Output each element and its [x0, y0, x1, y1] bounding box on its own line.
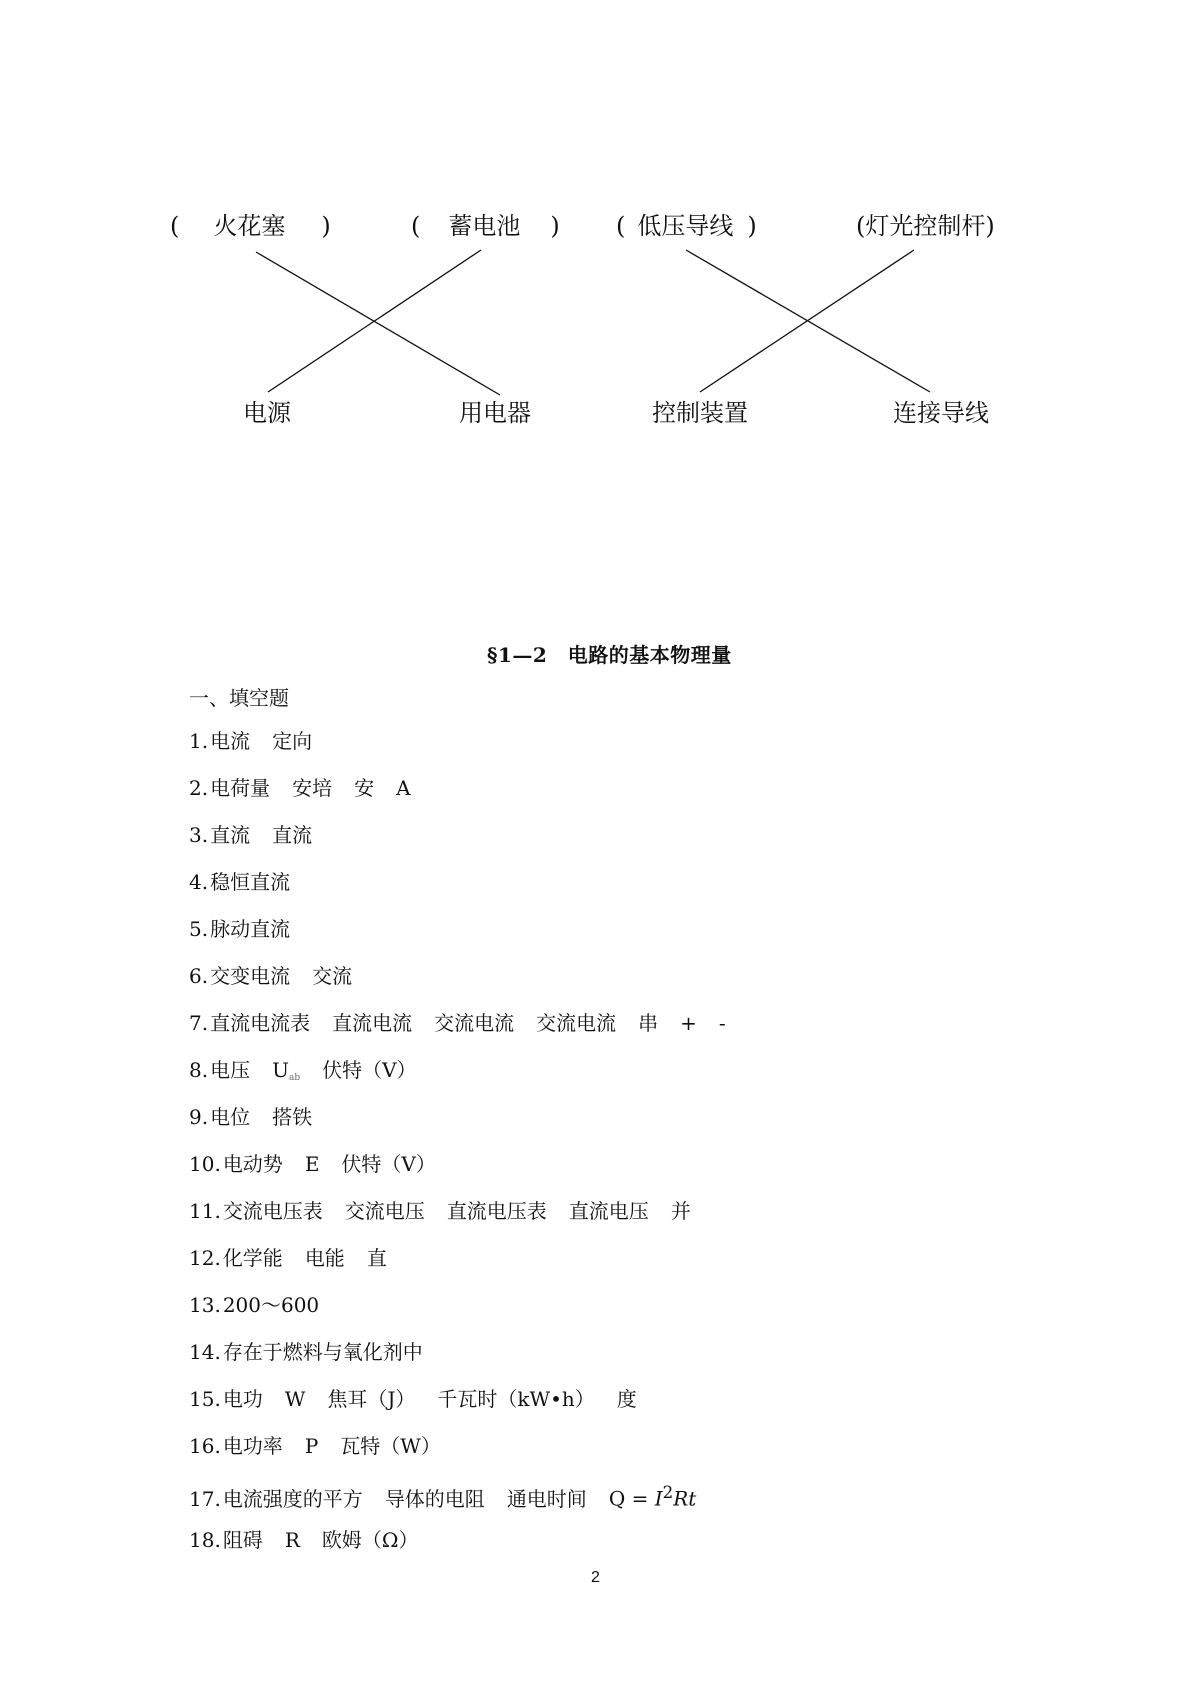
match-line-battery-to-source: [268, 250, 481, 392]
bottom-label-connecting-wire: 连接导线: [893, 399, 989, 427]
answer-number: 16.: [189, 1434, 221, 1458]
answer-term: 直流: [272, 823, 313, 847]
answer-number: 2.: [189, 776, 209, 800]
answer-number: 13.: [189, 1293, 221, 1317]
answer-term: A: [396, 776, 411, 800]
answer-term: 直流电流表: [210, 1011, 311, 1035]
answer-number: 6.: [189, 964, 209, 988]
answers-list: [189, 728, 726, 1574]
answer-number: 5.: [189, 917, 209, 941]
answer-term: 阻碍: [222, 1528, 263, 1552]
top-label-spark-plug: ( 火花塞 ): [170, 212, 331, 240]
answer-item: [189, 1010, 726, 1057]
answer-term: $U_{ab}$: [272, 1058, 301, 1083]
answer-item: [189, 1527, 726, 1574]
answer-term: 电压: [210, 1058, 251, 1082]
answer-term: 度: [616, 1387, 637, 1411]
answer-term: 直流电流: [332, 1011, 413, 1035]
answer-term: 安培: [292, 776, 333, 800]
answer-term: E: [304, 1152, 320, 1176]
section-title: 一、填空题: [189, 686, 289, 710]
answer-term: 电动势: [222, 1152, 283, 1176]
answer-item: [189, 1151, 726, 1198]
answer-item: [189, 963, 726, 1010]
answer-term: 交流: [312, 964, 353, 988]
answer-term: 通电时间: [506, 1486, 587, 1511]
answer-term: 电流: [210, 729, 251, 753]
answer-item: [189, 1339, 726, 1386]
answer-item: [189, 1433, 726, 1480]
answer-item: [189, 1245, 726, 1292]
answer-term: 焦耳（J）: [327, 1387, 416, 1411]
answer-term: 电功: [222, 1387, 263, 1411]
formula-exponent: 2: [662, 1483, 674, 1502]
top-label-low-voltage-wire: ( 低压导线 ): [616, 212, 757, 240]
answer-term: 直: [366, 1246, 387, 1270]
answer-term: 脉动直流: [210, 917, 291, 941]
answer-number: 12.: [189, 1246, 221, 1270]
answer-term: W: [284, 1387, 306, 1411]
formula-rest: Rt: [673, 1486, 697, 1511]
answer-item: [189, 1198, 726, 1245]
answer-term: 交流电压表: [222, 1199, 323, 1223]
top-label-battery: ( 蓄电池 ): [411, 212, 560, 240]
answer-term: R: [284, 1528, 300, 1552]
answer-number: 18.: [189, 1528, 221, 1552]
answer-term: 化学能: [222, 1246, 283, 1270]
answer-item: [189, 1292, 726, 1339]
match-line-lever-to-control: [700, 250, 914, 392]
match-line-spark-plug-to-load: [256, 252, 500, 395]
answer-number: 4.: [189, 870, 209, 894]
formula-lhs: Q =: [608, 1486, 655, 1511]
answer-term: 存在于燃料与氧化剂中: [222, 1340, 423, 1364]
answer-term: 交流电压: [344, 1199, 425, 1223]
answer-number: 7.: [189, 1011, 209, 1035]
answer-number: 17.: [189, 1486, 221, 1511]
formula-base: I: [654, 1486, 663, 1511]
answer-term: 电流强度的平方: [222, 1486, 363, 1511]
answer-term: 安: [354, 776, 375, 800]
answer-term: -: [718, 1011, 726, 1035]
answer-term: +: [680, 1011, 697, 1035]
section-heading: §1—2 电路的基本物理量: [487, 643, 732, 667]
answer-number: 11.: [189, 1199, 221, 1223]
answer-number: 10.: [189, 1152, 221, 1176]
answer-term: 直流电压: [568, 1199, 649, 1223]
answer-number: 3.: [189, 823, 209, 847]
answer-item: [189, 775, 726, 822]
answer-item: [189, 1480, 726, 1527]
answer-subscript: ab: [288, 1073, 301, 1083]
bottom-label-power-source: 电源: [243, 399, 291, 427]
answer-term: 伏特（V）: [341, 1152, 436, 1176]
answer-item: [189, 822, 726, 869]
answer-term: 电能: [304, 1246, 345, 1270]
answer-term: 直流电压表: [446, 1199, 547, 1223]
answer-term: 电功率: [222, 1434, 283, 1458]
answer-number: 14.: [189, 1340, 221, 1364]
answer-formula: [609, 1480, 697, 1512]
answer-term: 交变电流: [210, 964, 291, 988]
answer-term: 稳恒直流: [210, 870, 291, 894]
answer-term: 直流: [210, 823, 251, 847]
answer-term: 千瓦时（kW•h）: [437, 1387, 595, 1411]
answer-number: 15.: [189, 1387, 221, 1411]
answer-term: P: [304, 1434, 319, 1458]
answer-term: 200～600: [222, 1293, 320, 1317]
answer-item: [189, 1104, 726, 1151]
answer-term: 伏特（V）: [322, 1058, 417, 1082]
bottom-label-control-device: 控制装置: [652, 399, 748, 427]
answer-item: [189, 869, 726, 916]
page-number: 2: [591, 1569, 600, 1586]
answer-term: 瓦特（W）: [340, 1434, 441, 1458]
answer-term: 并: [670, 1199, 691, 1223]
answer-item: [189, 1386, 726, 1433]
answer-term: 导体的电阻: [384, 1486, 485, 1511]
answer-number: 9.: [189, 1105, 209, 1129]
answer-term: 电荷量: [210, 776, 271, 800]
answer-item: [189, 1057, 726, 1104]
matching-lines: [0, 0, 1191, 480]
answer-number: 1.: [189, 729, 209, 753]
answer-term: 电位: [210, 1105, 251, 1129]
top-label-light-control-lever: (灯光控制杆): [856, 212, 995, 240]
answer-term: 欧姆（Ω）: [321, 1528, 419, 1552]
answer-term: 定向: [272, 729, 313, 753]
answer-term: 交流电流: [536, 1011, 617, 1035]
bottom-label-load: 用电器: [459, 399, 531, 427]
answer-number: 8.: [189, 1058, 209, 1082]
answer-term: 串: [638, 1011, 659, 1035]
answer-term: 交流电流: [434, 1011, 515, 1035]
answer-term: 搭铁: [272, 1105, 313, 1129]
answer-item: [189, 728, 726, 775]
answer-item: [189, 916, 726, 963]
